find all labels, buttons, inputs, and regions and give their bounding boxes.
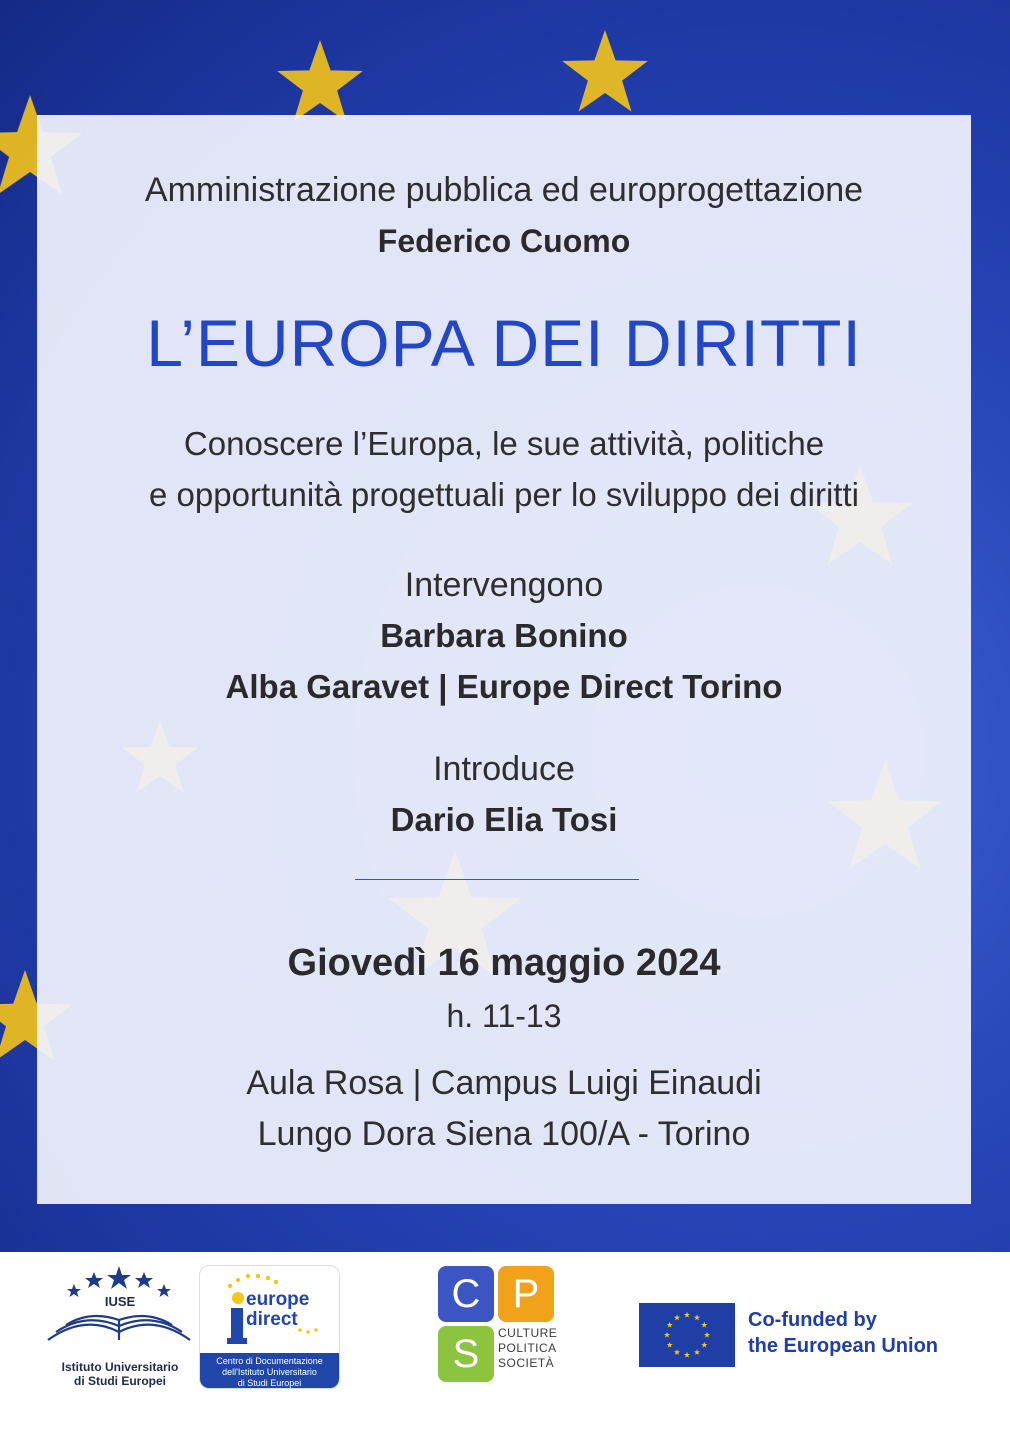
intro-name: Dario Elia Tosi bbox=[390, 801, 618, 838]
eu-cofunded-text bbox=[748, 1307, 938, 1359]
event-time: h. 11-13 bbox=[446, 998, 562, 1034]
eu-star bbox=[701, 1342, 707, 1348]
eu-star bbox=[674, 1349, 680, 1355]
eu-star bbox=[667, 1342, 673, 1348]
eu-line-2: the European Union bbox=[748, 1335, 938, 1357]
cps-word: SOCIETÀ bbox=[498, 1356, 555, 1370]
iuse-acronym: IUSE bbox=[104, 1294, 136, 1309]
divider bbox=[355, 879, 639, 880]
eu-star-circle-icon bbox=[639, 1303, 735, 1367]
eu-star bbox=[684, 1352, 690, 1358]
eu-star bbox=[694, 1349, 700, 1355]
europe-direct-word-1: europe bbox=[246, 1289, 310, 1310]
cps-words bbox=[498, 1326, 557, 1371]
event-date: Giovedì 16 maggio 2024 bbox=[287, 942, 721, 984]
eu-flag-icon bbox=[639, 1303, 735, 1367]
cps-letter-c: C bbox=[438, 1266, 494, 1322]
eu-star bbox=[694, 1314, 700, 1320]
event-venue: Aula Rosa | Campus Luigi Einaudi bbox=[246, 1064, 762, 1102]
cps-word: POLITICA bbox=[498, 1341, 557, 1355]
europe-direct-logo bbox=[199, 1265, 340, 1389]
caption-line: Centro di Documentazione bbox=[216, 1356, 323, 1366]
eu-line-1: Co-funded by bbox=[748, 1309, 877, 1331]
teacher-name: Federico Cuomo bbox=[377, 223, 631, 259]
subtitle-line-1: Conoscere l’Europa, le sue attività, politiche bbox=[183, 425, 825, 462]
page-title: L’EUROPA DEI DIRITTI bbox=[146, 306, 862, 380]
iuse-name-line-1: Istituto Universitario bbox=[61, 1360, 179, 1374]
eu-star bbox=[667, 1322, 673, 1328]
iuse-name-line-2: di Studi Europei bbox=[74, 1374, 166, 1388]
eu-star bbox=[701, 1322, 707, 1328]
caption-line: di Studi Europei bbox=[237, 1378, 302, 1388]
europe-direct-caption bbox=[200, 1353, 339, 1388]
eu-star bbox=[684, 1312, 690, 1318]
intro-label: Introduce bbox=[433, 750, 575, 788]
eu-star bbox=[664, 1332, 670, 1338]
subtitle-line-2: e opportunità progettuali per lo sviluppo dei diritti bbox=[149, 476, 859, 513]
caption-line: dell'Istituto Universitario bbox=[222, 1367, 317, 1377]
course-title: Amministrazione pubblica ed europrogettazione bbox=[144, 171, 864, 209]
eu-star bbox=[674, 1314, 680, 1320]
cps-word: CULTURE bbox=[498, 1326, 558, 1340]
speaker-name: Barbara Bonino bbox=[380, 617, 628, 654]
speaker-name: Alba Garavet | Europe Direct Torino bbox=[225, 668, 783, 705]
event-address: Lungo Dora Siena 100/A - Torino bbox=[257, 1115, 751, 1153]
cps-letter-p: P bbox=[498, 1266, 554, 1322]
eu-star bbox=[704, 1332, 710, 1338]
content-panel bbox=[37, 115, 971, 1204]
cps-letter-s: S bbox=[438, 1326, 494, 1382]
speakers-label: Intervengono bbox=[404, 566, 604, 604]
europe-direct-word-2: direct bbox=[246, 1309, 298, 1330]
